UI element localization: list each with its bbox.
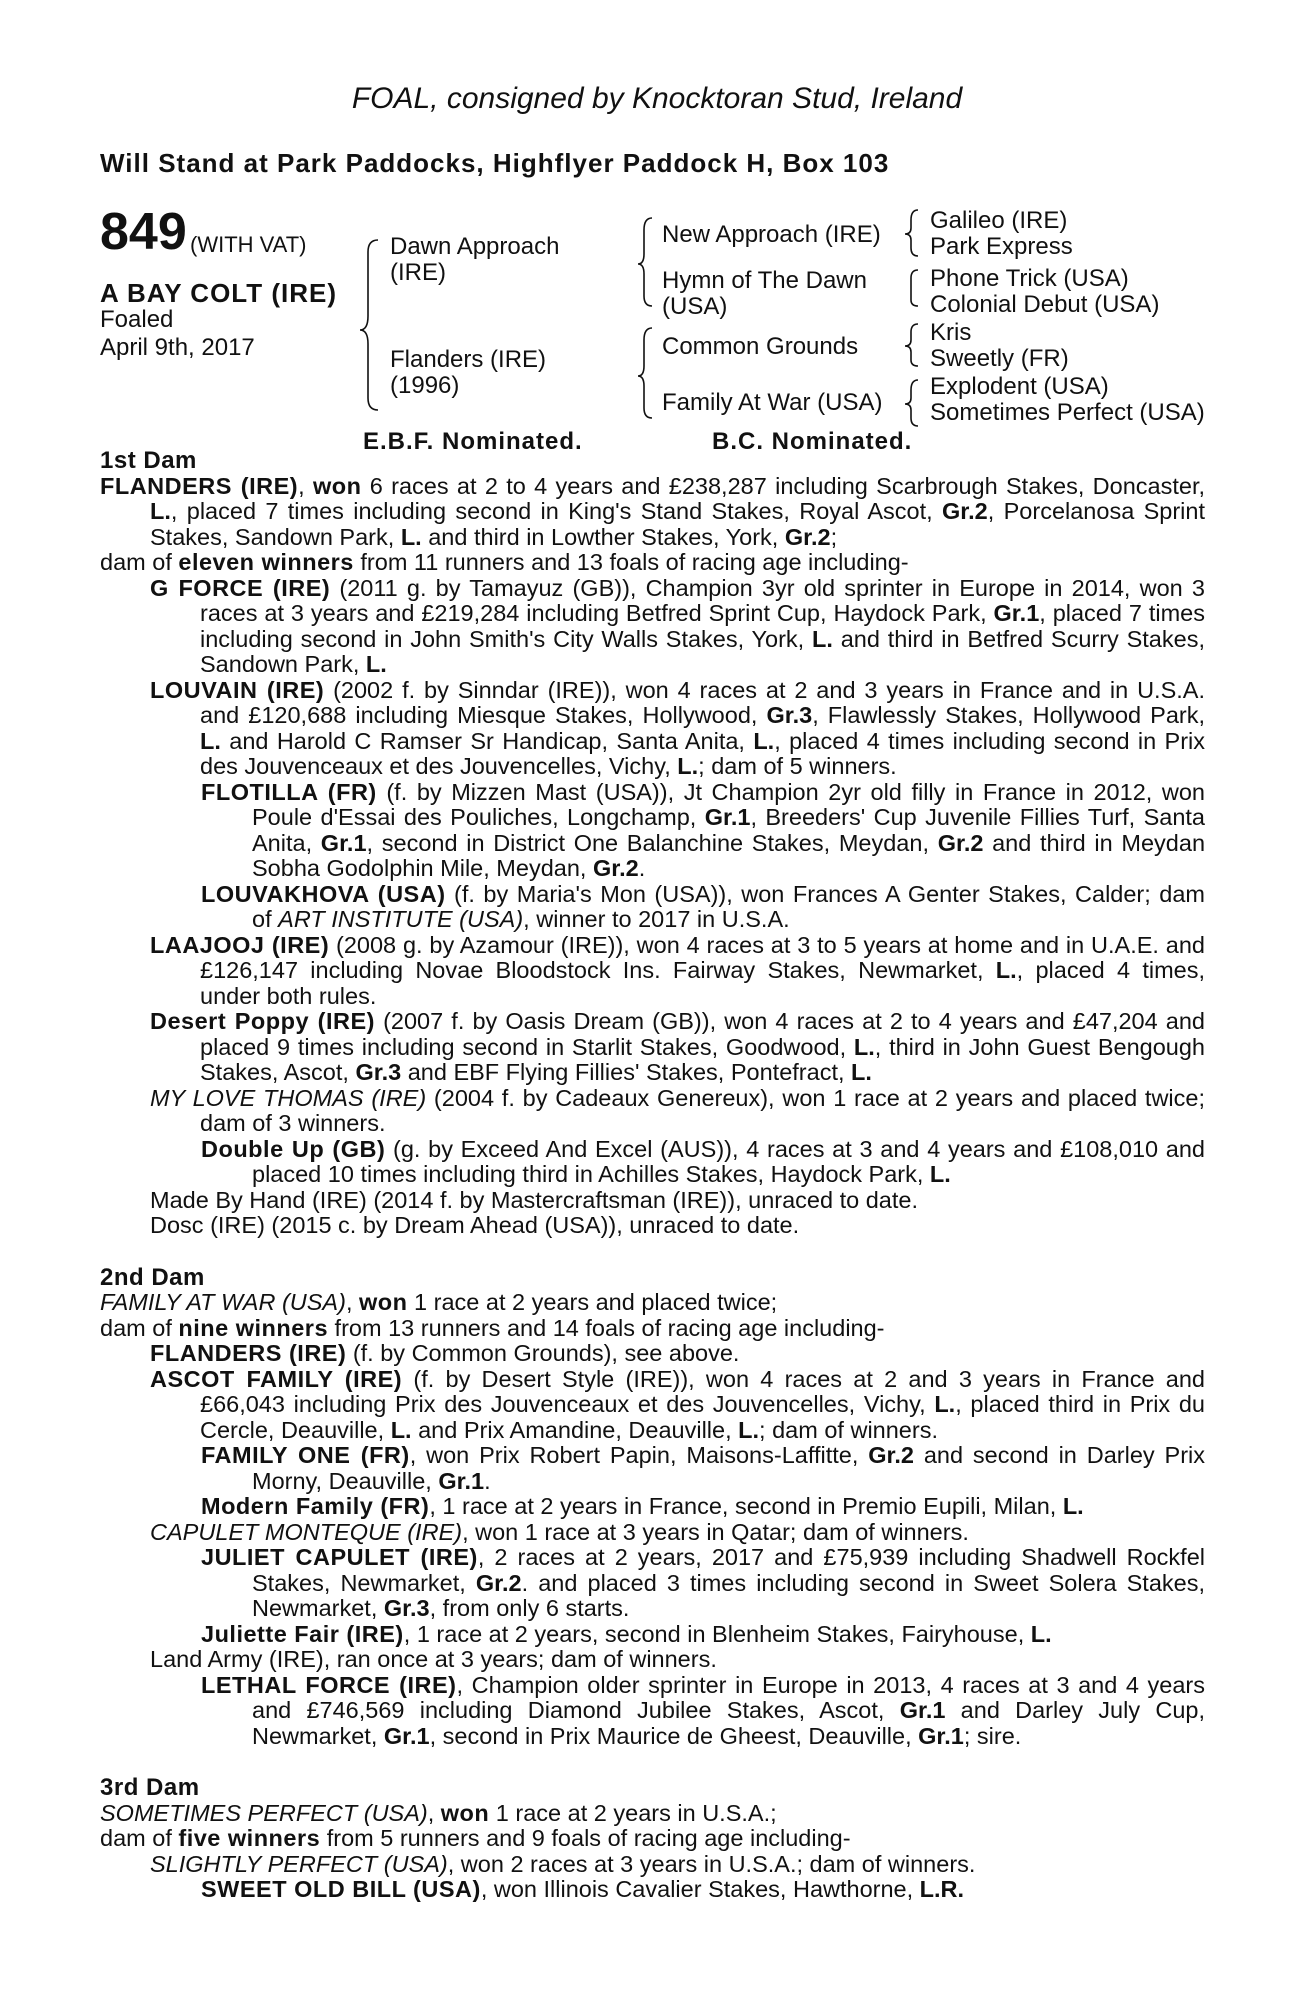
- progeny-laajooj: [100, 933, 1205, 1010]
- text: ; sire.: [963, 1722, 1022, 1749]
- horse-name: Double Up (GB): [201, 1135, 386, 1162]
- text: , Flawlessly Stakes, Hollywood Park,: [812, 702, 1205, 728]
- text: and Harold C Ramser Sr Handicap, Santa Anita,: [220, 727, 754, 754]
- text: , Porcelanosa Sprint Stakes, Sandown Park,: [150, 498, 1205, 550]
- text: (g. by Exceed And Excel (AUS)), 4 races at 3 and 4 years and £108,010 and placed 10 times including third in Achilles Stakes, Haydock Park,: [252, 1135, 1206, 1187]
- gen3-sdd: Colonial Debut (USA): [930, 291, 1160, 318]
- gen3-ddd: Sometimes Perfect (USA): [930, 399, 1205, 426]
- grade: Gr.3: [355, 1059, 402, 1085]
- text: , Champion older sprinter in Europe in 2013, 4 races at 3 and 4 years and £746,569 including Diamond Jubilee Stakes, Ascot,: [252, 1671, 1206, 1723]
- text: , won Illinois Cavalier Stakes, Hawthorne,: [480, 1876, 920, 1902]
- text: from 13 runners and 14 foals of racing age including-: [328, 1314, 885, 1341]
- horse-name: SLIGHTLY PERFECT (USA): [150, 1850, 448, 1877]
- progeny-made-by-hand: Made By Hand (IRE) (2014 f. by Mastercraftsman (IRE)), unraced to date.: [150, 1186, 918, 1213]
- text: from 11 runners and 13 foals of racing age including-: [353, 549, 909, 575]
- progeny-flanders: [100, 1341, 1205, 1367]
- grade: L.: [150, 498, 171, 524]
- gen3-dsd: Sweetly (FR): [930, 345, 1069, 372]
- progeny-modern-family: [100, 1494, 1205, 1520]
- text: 6 races at 2 to 4 years and £238,287 including Scarbrough Stakes, Doncaster,: [361, 472, 1206, 499]
- sire-brace: [638, 218, 652, 306]
- gen3-sss: Galileo (IRE): [930, 207, 1068, 234]
- progeny-ascot-family: [100, 1367, 1205, 1444]
- grade: L.: [738, 1416, 760, 1443]
- text: , placed 7 times including second in King's Stand Stakes, Royal Ascot,: [170, 498, 943, 524]
- horse-name: ART INSTITUTE (USA): [278, 906, 524, 932]
- text: and Prix Amandine, Deauville,: [411, 1416, 739, 1443]
- grade: L.: [365, 651, 387, 677]
- pedigree-braces: [0, 0, 1314, 440]
- grade: L.: [753, 727, 775, 754]
- gen3-dds: Explodent (USA): [930, 373, 1109, 400]
- dam-line1: Flanders (IRE): [390, 346, 547, 373]
- sire-sire: New Approach (IRE): [662, 221, 881, 248]
- horse-name: LOUVAIN (IRE): [150, 676, 325, 703]
- progeny-my-love-thomas: [100, 1086, 1205, 1137]
- sire-name: [390, 234, 559, 286]
- grade: Gr.2: [942, 498, 988, 524]
- section-heading-dam3: 3rd Dam: [100, 1774, 200, 1801]
- grade: L.: [812, 625, 833, 652]
- vat-label: (WITH VAT): [190, 232, 307, 257]
- horse-name: JULIET CAPULET (IRE): [201, 1544, 478, 1570]
- text: , placed 4 times, under both rules.: [200, 957, 1206, 1009]
- text: , placed 7 times including second in John Smith's City Walls Stakes, York,: [200, 600, 1205, 652]
- grade: Gr.1: [899, 1697, 946, 1723]
- section-heading-dam1: 1st Dam: [100, 447, 197, 474]
- spacer: [100, 1239, 1205, 1265]
- ss-brace: [905, 210, 918, 256]
- progeny-desert-poppy: [100, 1009, 1205, 1086]
- progeny-sweet-old-bill: [100, 1877, 1205, 1903]
- horse-name: FAMILY ONE (FR): [201, 1442, 410, 1468]
- text: .: [638, 855, 646, 881]
- grade: Gr.3: [766, 702, 813, 728]
- grade: Gr.2: [475, 1569, 522, 1596]
- text: , second in Prix Maurice de Gheest, Deauville,: [429, 1722, 919, 1749]
- grade: L.: [1062, 1493, 1084, 1519]
- text: (2007 f. by Oasis Dream (GB)), won 4 races at 2 to 4 years and £47,204 and placed 9 times including second in Starlit Stakes, Goodwood,: [200, 1008, 1205, 1060]
- spacer: [100, 1749, 1205, 1775]
- text: (2002 f. by Sinndar (IRE)), won 4 races at 2 and 3 years in France and in U.S.A. and £120,688 including Miesque Stakes, Hollywood,: [200, 676, 1205, 728]
- grade: L.: [677, 753, 699, 779]
- won-label: won: [359, 1289, 408, 1315]
- text: (2004 f. by Cadeaux Genereux), won 1 race at 2 years and placed twice; dam of 3 winners.: [200, 1084, 1205, 1136]
- grade: L.: [929, 1161, 951, 1187]
- gen1-brace: [360, 240, 378, 410]
- grade: L.: [200, 727, 221, 754]
- horse-name: FAMILY AT WAR (USA): [100, 1289, 346, 1315]
- dam2-damof: [100, 1316, 1205, 1342]
- text: and second in Darley Prix Morny, Deauville,: [252, 1442, 1205, 1494]
- text: (2008 g. by Azamour (IRE)), won 4 races at 3 to 5 years at home and in U.A.E. and £126,147 including Novae Bloodstock Ins. Fairway Stakes, Newmarket,: [200, 931, 1206, 983]
- won-label: won: [440, 1799, 490, 1826]
- bc-nominated: B.C. Nominated.: [712, 428, 913, 455]
- grade: Gr.2: [937, 829, 984, 856]
- dam2-family-at-war: FAMILY AT WAR (USA), won 1 race at 2 years and placed twice;: [100, 1289, 778, 1315]
- foaled-date: April 9th, 2017: [100, 334, 255, 361]
- progeny-lethal-force: [100, 1673, 1205, 1750]
- horse-name: Juliette Fair (IRE): [201, 1620, 404, 1647]
- dam-sire: Common Grounds: [662, 333, 859, 360]
- grade: L.: [1030, 1620, 1052, 1647]
- text: ; dam of 5 winners.: [698, 753, 897, 779]
- text: (f. by Common Grounds), see above.: [346, 1340, 740, 1366]
- dam-name: [390, 347, 546, 399]
- text: dam of: [100, 549, 179, 575]
- stabling-line: Will Stand at Park Paddocks, Highflyer Paddock H, Box 103: [100, 148, 890, 178]
- winners-count: eleven winners: [178, 549, 354, 575]
- text: , won 2 races at 3 years in U.S.A.; dam of winners.: [447, 1850, 976, 1877]
- text: 1 race at 2 years in U.S.A.;: [489, 1799, 777, 1826]
- text: .: [484, 1467, 491, 1494]
- section-heading-dam2: 2nd Dam: [100, 1263, 205, 1291]
- text: . and placed 3 times including second in Sweet Solera Stakes, Newmarket,: [252, 1569, 1206, 1621]
- grade: Gr.1: [918, 1722, 964, 1749]
- grade: L.: [853, 1033, 875, 1060]
- text: , 1 race at 2 years in France, second in Premio Eupili, Milan,: [429, 1493, 1063, 1519]
- text: and EBF Flying Fillies' Stakes, Pontefract,: [401, 1059, 852, 1085]
- dam-line2: (1996): [390, 372, 460, 399]
- text: dam of: [100, 1825, 179, 1851]
- text: and third in Betfred Scurry Stakes, Sandown Park,: [200, 625, 1205, 677]
- winners-count: nine winners: [178, 1314, 329, 1341]
- text: and third in Lowther Stakes, York,: [421, 523, 785, 550]
- foaled-label: Foaled: [100, 306, 174, 333]
- ebf-nominated: E.B.F. Nominated.: [363, 428, 583, 455]
- grade: Gr.1: [320, 829, 367, 856]
- grade: Gr.1: [438, 1467, 485, 1494]
- winners-count: five winners: [178, 1825, 321, 1851]
- text: (f. by Maria's Mon (USA)), won Frances A Genter Stakes, Calder; dam of: [252, 880, 1205, 932]
- progeny-land-army: Land Army (IRE), ran once at 3 years; dam of winners.: [150, 1646, 717, 1672]
- text: dam of: [100, 1314, 179, 1341]
- text: , Breeders' Cup Juvenile Fillies Turf, Santa Anita,: [252, 804, 1205, 856]
- text: , 2 races at 2 years, 2017 and £75,939 including Shadwell Rockfel Stakes, Newmarket,: [252, 1544, 1205, 1596]
- horse-name: LAAJOOJ (IRE): [150, 931, 330, 958]
- text: , won Prix Robert Papin, Maisons-Laffitte,: [409, 1442, 869, 1468]
- horse-name: MY LOVE THOMAS (IRE): [150, 1084, 427, 1111]
- text: and third in Meydan Sobha Godolphin Mile, Meydan,: [252, 829, 1206, 881]
- lot-title: A BAY COLT (IRE): [100, 278, 338, 308]
- text: (f. by Desert Style (IRE)), won 4 races at 2 and 3 years in France and £66,043 including Prix des Jouvenceaux et des Jouvencelles, Vichy,: [200, 1365, 1205, 1417]
- sire-line1: Dawn Approach: [390, 233, 560, 260]
- horse-name: G FORCE (IRE): [150, 574, 331, 601]
- grade: L.: [390, 1416, 412, 1443]
- progeny-capulet-monteque: [100, 1520, 1205, 1546]
- progeny-juliette-fair: [100, 1622, 1205, 1648]
- horse-name: Desert Poppy (IRE): [150, 1008, 375, 1034]
- won-label: won: [312, 472, 362, 499]
- progeny-dosc: Dosc (IRE) (2015 c. by Dream Ahead (USA)), unraced to date.: [150, 1212, 800, 1238]
- gen3-ssd: Park Express: [930, 233, 1073, 260]
- progeny-juliet-capulet: [100, 1545, 1205, 1622]
- horse-name: LETHAL FORCE (IRE): [201, 1671, 457, 1698]
- text: , from only 6 starts.: [429, 1595, 630, 1621]
- text: (2011 g. by Tamayuz (GB)), Champion 3yr old sprinter in Europe in 2014, won 3 races at 3 years and £219,284 including Betfred Sprint Cup, Haydock Park,: [200, 574, 1205, 626]
- dam1-damof: [100, 550, 1205, 576]
- text: ; dam of winners.: [759, 1416, 938, 1443]
- sire-dam: [662, 268, 867, 320]
- horse-name: ASCOT FAMILY (IRE): [150, 1365, 403, 1392]
- dam-dam: Family At War (USA): [662, 389, 883, 416]
- text: , placed third in Prix du Cercle, Deauville,: [200, 1391, 1205, 1443]
- horse-name: Modern Family (FR): [201, 1493, 430, 1519]
- dam3-damof: [100, 1826, 1205, 1852]
- progeny-family-one: [100, 1443, 1205, 1494]
- text: ;: [830, 523, 838, 550]
- text: and Darley July Cup, Newmarket,: [252, 1697, 1205, 1749]
- lot-number: 849: [100, 203, 187, 261]
- progeny-slightly-perfect: [100, 1852, 1205, 1878]
- horse-name: CAPULET MONTEQUE (IRE): [150, 1518, 463, 1545]
- sd-brace: [911, 270, 918, 306]
- ds-brace: [905, 324, 918, 366]
- dam-brace: [638, 328, 652, 418]
- produce-record: [100, 448, 1205, 1903]
- grade: Gr.1: [993, 600, 1040, 626]
- progeny-double-up: [100, 1137, 1205, 1188]
- dam3-sometimes-perfect: SOMETIMES PERFECT (USA), won 1 race at 2 years in U.S.A.;: [100, 1799, 777, 1826]
- horse-name: FLOTILLA (FR): [201, 778, 377, 805]
- progeny-flotilla: [100, 780, 1205, 882]
- sire-dam-line2: (USA): [662, 293, 728, 320]
- horse-name: SOMETIMES PERFECT (USA): [100, 1799, 428, 1826]
- gen3-dss: Kris: [930, 319, 972, 346]
- grade: L.: [934, 1391, 956, 1417]
- text: , winner to 2017 in U.S.A.: [523, 906, 790, 932]
- dd-brace: [905, 380, 918, 426]
- grade: Gr.2: [592, 855, 639, 881]
- text: 1 race at 2 years and placed twice;: [407, 1289, 778, 1315]
- horse-name: SWEET OLD BILL (USA): [201, 1876, 481, 1902]
- dam1-flanders: FLANDERS (IRE), won 6 races at 2 to 4 years and £238,287 including Scarbrough Stakes, Doncaster, L., placed 7 times including second in King's Stand Stakes, Royal Ascot, Gr.2, Porcelanosa Sprint Stakes, Sandown Park, L. and third in Lowther Stakes, York, Gr.2;: [100, 472, 1206, 550]
- text: from 5 runners and 9 foals of racing age including-: [320, 1825, 851, 1851]
- grade: L.R.: [919, 1876, 965, 1902]
- progeny-gforce: [100, 576, 1205, 678]
- text: , 1 race at 2 years, second in Blenheim Stakes, Fairyhouse,: [403, 1620, 1031, 1647]
- progeny-louvain: [100, 678, 1205, 780]
- progeny-louvakhova: [100, 882, 1205, 933]
- text: , third in John Guest Bengough Stakes, Ascot,: [200, 1033, 1205, 1085]
- sire-dam-line1: Hymn of The Dawn: [662, 267, 867, 294]
- horse-name: FLANDERS (IRE): [100, 472, 299, 499]
- gen3-sds: Phone Trick (USA): [930, 265, 1129, 292]
- horse-name: LOUVAKHOVA (USA): [201, 880, 446, 907]
- grade: Gr.2: [868, 1442, 914, 1468]
- grade: Gr.2: [784, 523, 831, 550]
- consignor-line: FOAL, consigned by Knocktoran Stud, Ireland: [351, 82, 963, 115]
- text: , placed 4 times including second in Prix des Jouvenceaux et des Jouvencelles, Vichy,: [200, 727, 1205, 779]
- grade: L.: [995, 957, 1017, 983]
- horse-name: FLANDERS (IRE): [150, 1340, 347, 1366]
- grade: L.: [400, 523, 422, 550]
- text: (f. by Mizzen Mast (USA)), Jt Champion 2yr old filly in France in 2012, won Poule d'Essai des Pouliches, Longchamp,: [252, 778, 1205, 830]
- text: , won 1 race at 3 years in Qatar; dam of winners.: [462, 1518, 969, 1545]
- grade: Gr.1: [383, 1722, 430, 1749]
- grade: Gr.3: [383, 1595, 430, 1621]
- sire-line2: (IRE): [390, 259, 446, 286]
- grade: L.: [851, 1059, 872, 1085]
- text: , second in District One Balanchine Stakes, Meydan,: [366, 829, 938, 856]
- grade: Gr.1: [704, 804, 751, 830]
